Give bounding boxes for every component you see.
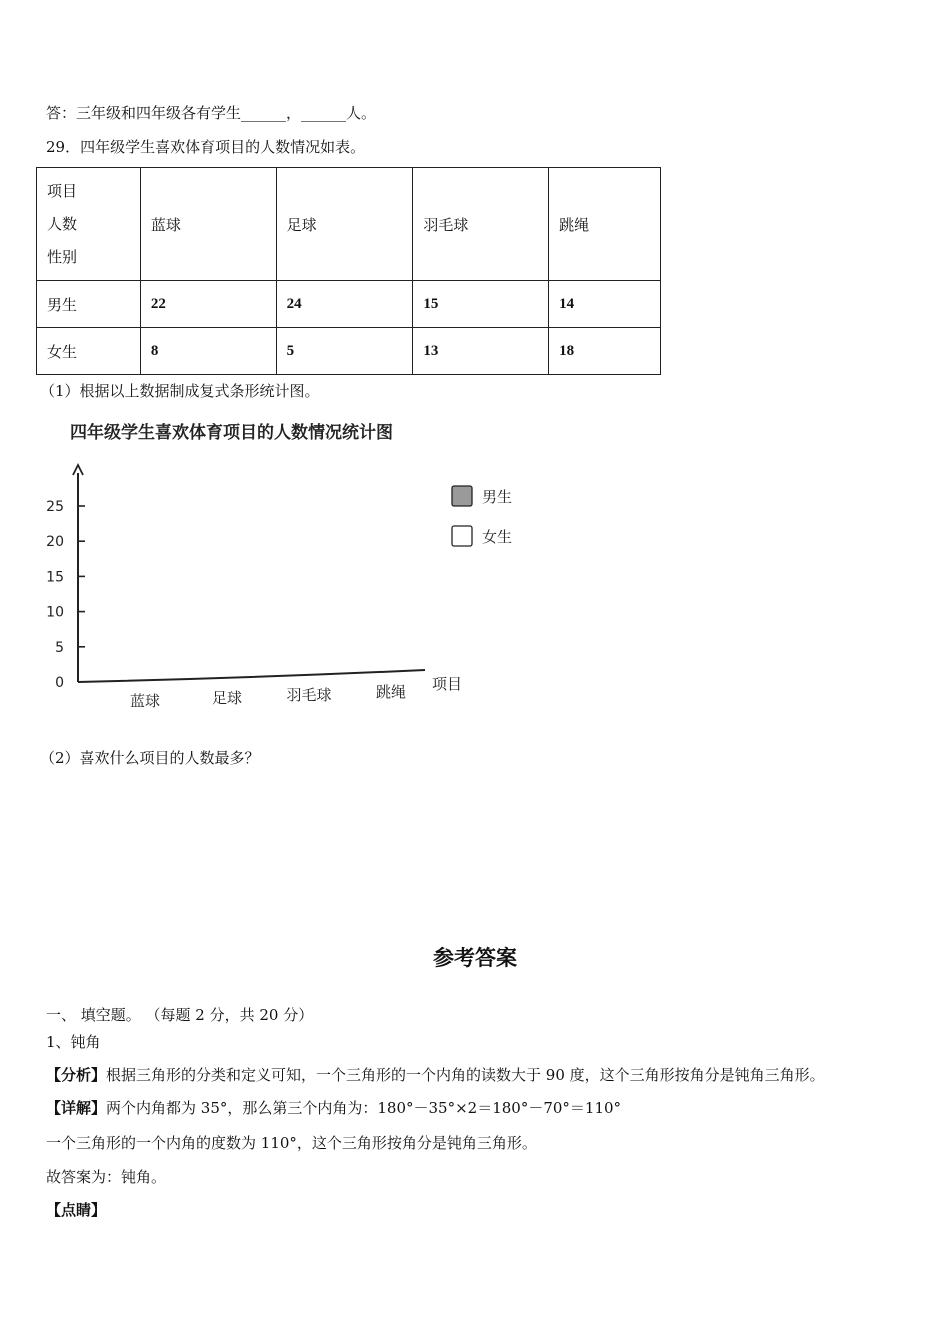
answer-item-1: 1、钝角 <box>46 1033 101 1051</box>
table-cell: 8 <box>140 328 276 375</box>
detail-paragraph-2: 一个三角形的一个内角的度数为 110°，这个三角形按角分是钝角三角形。 <box>46 1134 537 1152</box>
analysis-paragraph <box>46 1065 825 1085</box>
sports-data-table <box>36 167 661 375</box>
blank-bar-chart <box>30 410 530 720</box>
x-category-label: 羽毛球 <box>286 686 332 704</box>
analysis-text: 根据三角形的分类和定义可知，一个三角形的一个内角的读数大于 90 度，这个三角形按角分是钝角三角形。 <box>106 1066 825 1084</box>
table-cell: 5 <box>276 328 413 375</box>
chart-axes <box>73 465 425 682</box>
table-cell: 22 <box>140 281 276 328</box>
x-category-label: 蓝球 <box>129 692 161 710</box>
legend-swatch-boy <box>452 486 472 506</box>
sub-question-2: （2）喜欢什么项目的人数最多？ <box>40 749 260 767</box>
legend-label-boy: 男生 <box>482 488 513 506</box>
row-label: 女生 <box>37 328 141 375</box>
y-tick-label: 10 <box>46 604 64 621</box>
y-tick-label: 15 <box>46 569 64 586</box>
tip-tag: 【点睛】 <box>46 1201 107 1219</box>
detail-text: 两个内角都为 35°，那么第三个内角为：180°－35°×2＝180°－70°＝110° <box>106 1099 622 1117</box>
reference-answer-title: 参考答案 <box>433 946 517 970</box>
header-line-item: 项目 <box>47 181 78 200</box>
table-cell: 24 <box>276 281 413 328</box>
y-tick-label: 20 <box>46 534 64 551</box>
table-row <box>37 281 661 328</box>
legend-swatch-girl <box>452 526 472 546</box>
column-header: 足球 <box>276 168 413 281</box>
y-tick-label: 0 <box>55 675 64 691</box>
x-category-label: 跳绳 <box>375 683 407 701</box>
x-axis-line <box>78 670 425 682</box>
part-one-heading: 一、 填空题。 （每题 2 分，共 20 分） <box>46 1006 314 1024</box>
conclusion-line: 故答案为：钝角。 <box>46 1168 167 1186</box>
sub-question-1: （1）根据以上数据制成复式条形统计图。 <box>40 382 320 400</box>
x-category-label: 足球 <box>211 689 243 707</box>
table-cell: 13 <box>413 328 549 375</box>
table-cell: 15 <box>413 281 549 328</box>
table-cell: 18 <box>549 328 661 375</box>
table-cell: 14 <box>549 281 661 328</box>
header-line-gender: 性别 <box>47 247 78 266</box>
y-axis-ticks <box>46 499 85 691</box>
detail-paragraph <box>46 1098 621 1118</box>
previous-answer-line: 答：三年级和四年级各有学生______，______人。 <box>46 104 377 122</box>
table-header-row <box>37 168 661 281</box>
y-tick-label: 25 <box>46 499 64 515</box>
column-header: 蓝球 <box>140 168 276 281</box>
column-header: 跳绳 <box>549 168 661 281</box>
y-tick-label: 5 <box>55 639 64 656</box>
chart-legend <box>452 486 512 546</box>
table-row <box>37 328 661 375</box>
chart-title: 四年级学生喜欢体育项目的人数情况统计图 <box>70 423 393 443</box>
header-line-count: 人数 <box>47 214 78 233</box>
legend-label-girl: 女生 <box>482 528 513 546</box>
table-corner-header <box>37 168 141 281</box>
question-29: 29．四年级学生喜欢体育项目的人数情况如表。 <box>46 138 366 156</box>
row-label: 男生 <box>37 281 141 328</box>
detail-tag: 【详解】 <box>46 1099 107 1117</box>
column-header: 羽毛球 <box>413 168 549 281</box>
analysis-tag: 【分析】 <box>46 1066 107 1084</box>
x-axis-categories <box>130 683 406 710</box>
x-axis-label: 项目 <box>432 675 463 693</box>
